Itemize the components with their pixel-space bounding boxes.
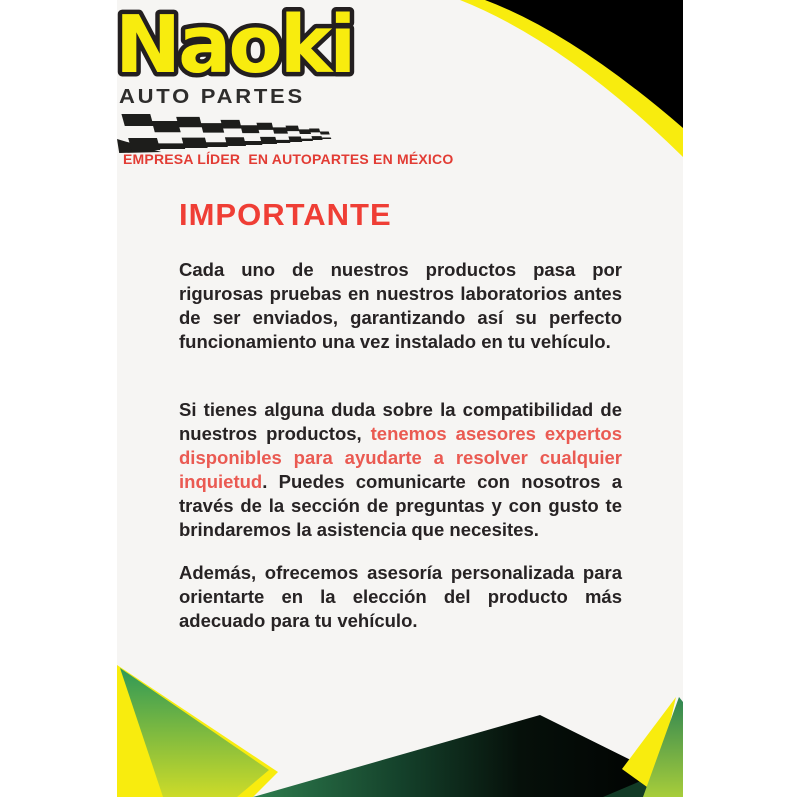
logo-wordmark: Naoki [115, 0, 354, 91]
flag-cells [121, 114, 331, 150]
paragraph-compatibility [179, 398, 622, 542]
paragraph-compatibility-part1: Si tienes alguna duda sobre la compatibilidad de nuestros productos, [179, 399, 622, 444]
paragraph-compatibility-part2: . Puedes comunicarte con nosotros a través de la sección de preguntas y con gusto te brindaremos la asistencia que necesites. [179, 471, 622, 540]
flag-check-cell [320, 132, 330, 135]
paragraph-quality: Cada uno de nuestros productos pasa por rigurosas pruebas en nuestros laboratorios antes de ser enviados, garantizando así su perfecto funcionamiento una vez instalado en tu vehículo. [179, 259, 622, 352]
paragraph-compatibility-highlight: tenemos asesores expertos disponibles para ayudarte a resolver cualquier inquietud [179, 423, 622, 492]
flag-check-cell [322, 138, 332, 140]
flag-check-cell [176, 117, 202, 127]
flag-check-cell [244, 141, 262, 145]
poster-card [117, 0, 683, 797]
bottom-decor [117, 665, 683, 797]
flag-check-cell [301, 139, 313, 141]
flag-check-cell [206, 142, 228, 147]
paragraph-advice: Además, ofrecemos asesoría personalizada para orientarte en la elección del producto más adecuado para tu vehículo. [179, 562, 622, 631]
naoki-logo [117, 0, 363, 92]
flag-check-cell [256, 123, 273, 130]
checkered-flag-icon [117, 112, 363, 154]
flag-check-cell [240, 125, 259, 133]
flag-check-cell [286, 126, 300, 131]
flag-check-cell [121, 114, 153, 126]
flag-check-cell [299, 129, 311, 134]
flag-check-cell [260, 137, 277, 144]
brand-tagline: EMPRESA LÍDER EN AUTOPARTES EN MÉXICO [123, 151, 454, 167]
logo-subtitle: AUTO PARTES [119, 86, 305, 108]
flag-check-cell [273, 127, 288, 133]
flag-check-cell [152, 121, 181, 132]
section-heading: IMPORTANTE [179, 197, 392, 232]
bottom-mountain [253, 715, 683, 797]
flag-check-cell [311, 136, 322, 140]
flag-check-cell [182, 138, 208, 148]
top-right-corner-decor [460, 0, 683, 157]
flag-check-cell [276, 140, 291, 143]
flag-check-cell [288, 137, 302, 142]
flag-check-cell [158, 143, 185, 149]
flag-check-cell [128, 138, 160, 150]
flag-check-cell [225, 137, 246, 146]
flag-check-cell [201, 123, 224, 133]
flag-check-cell [309, 129, 320, 133]
flag-check-cell [221, 120, 242, 129]
